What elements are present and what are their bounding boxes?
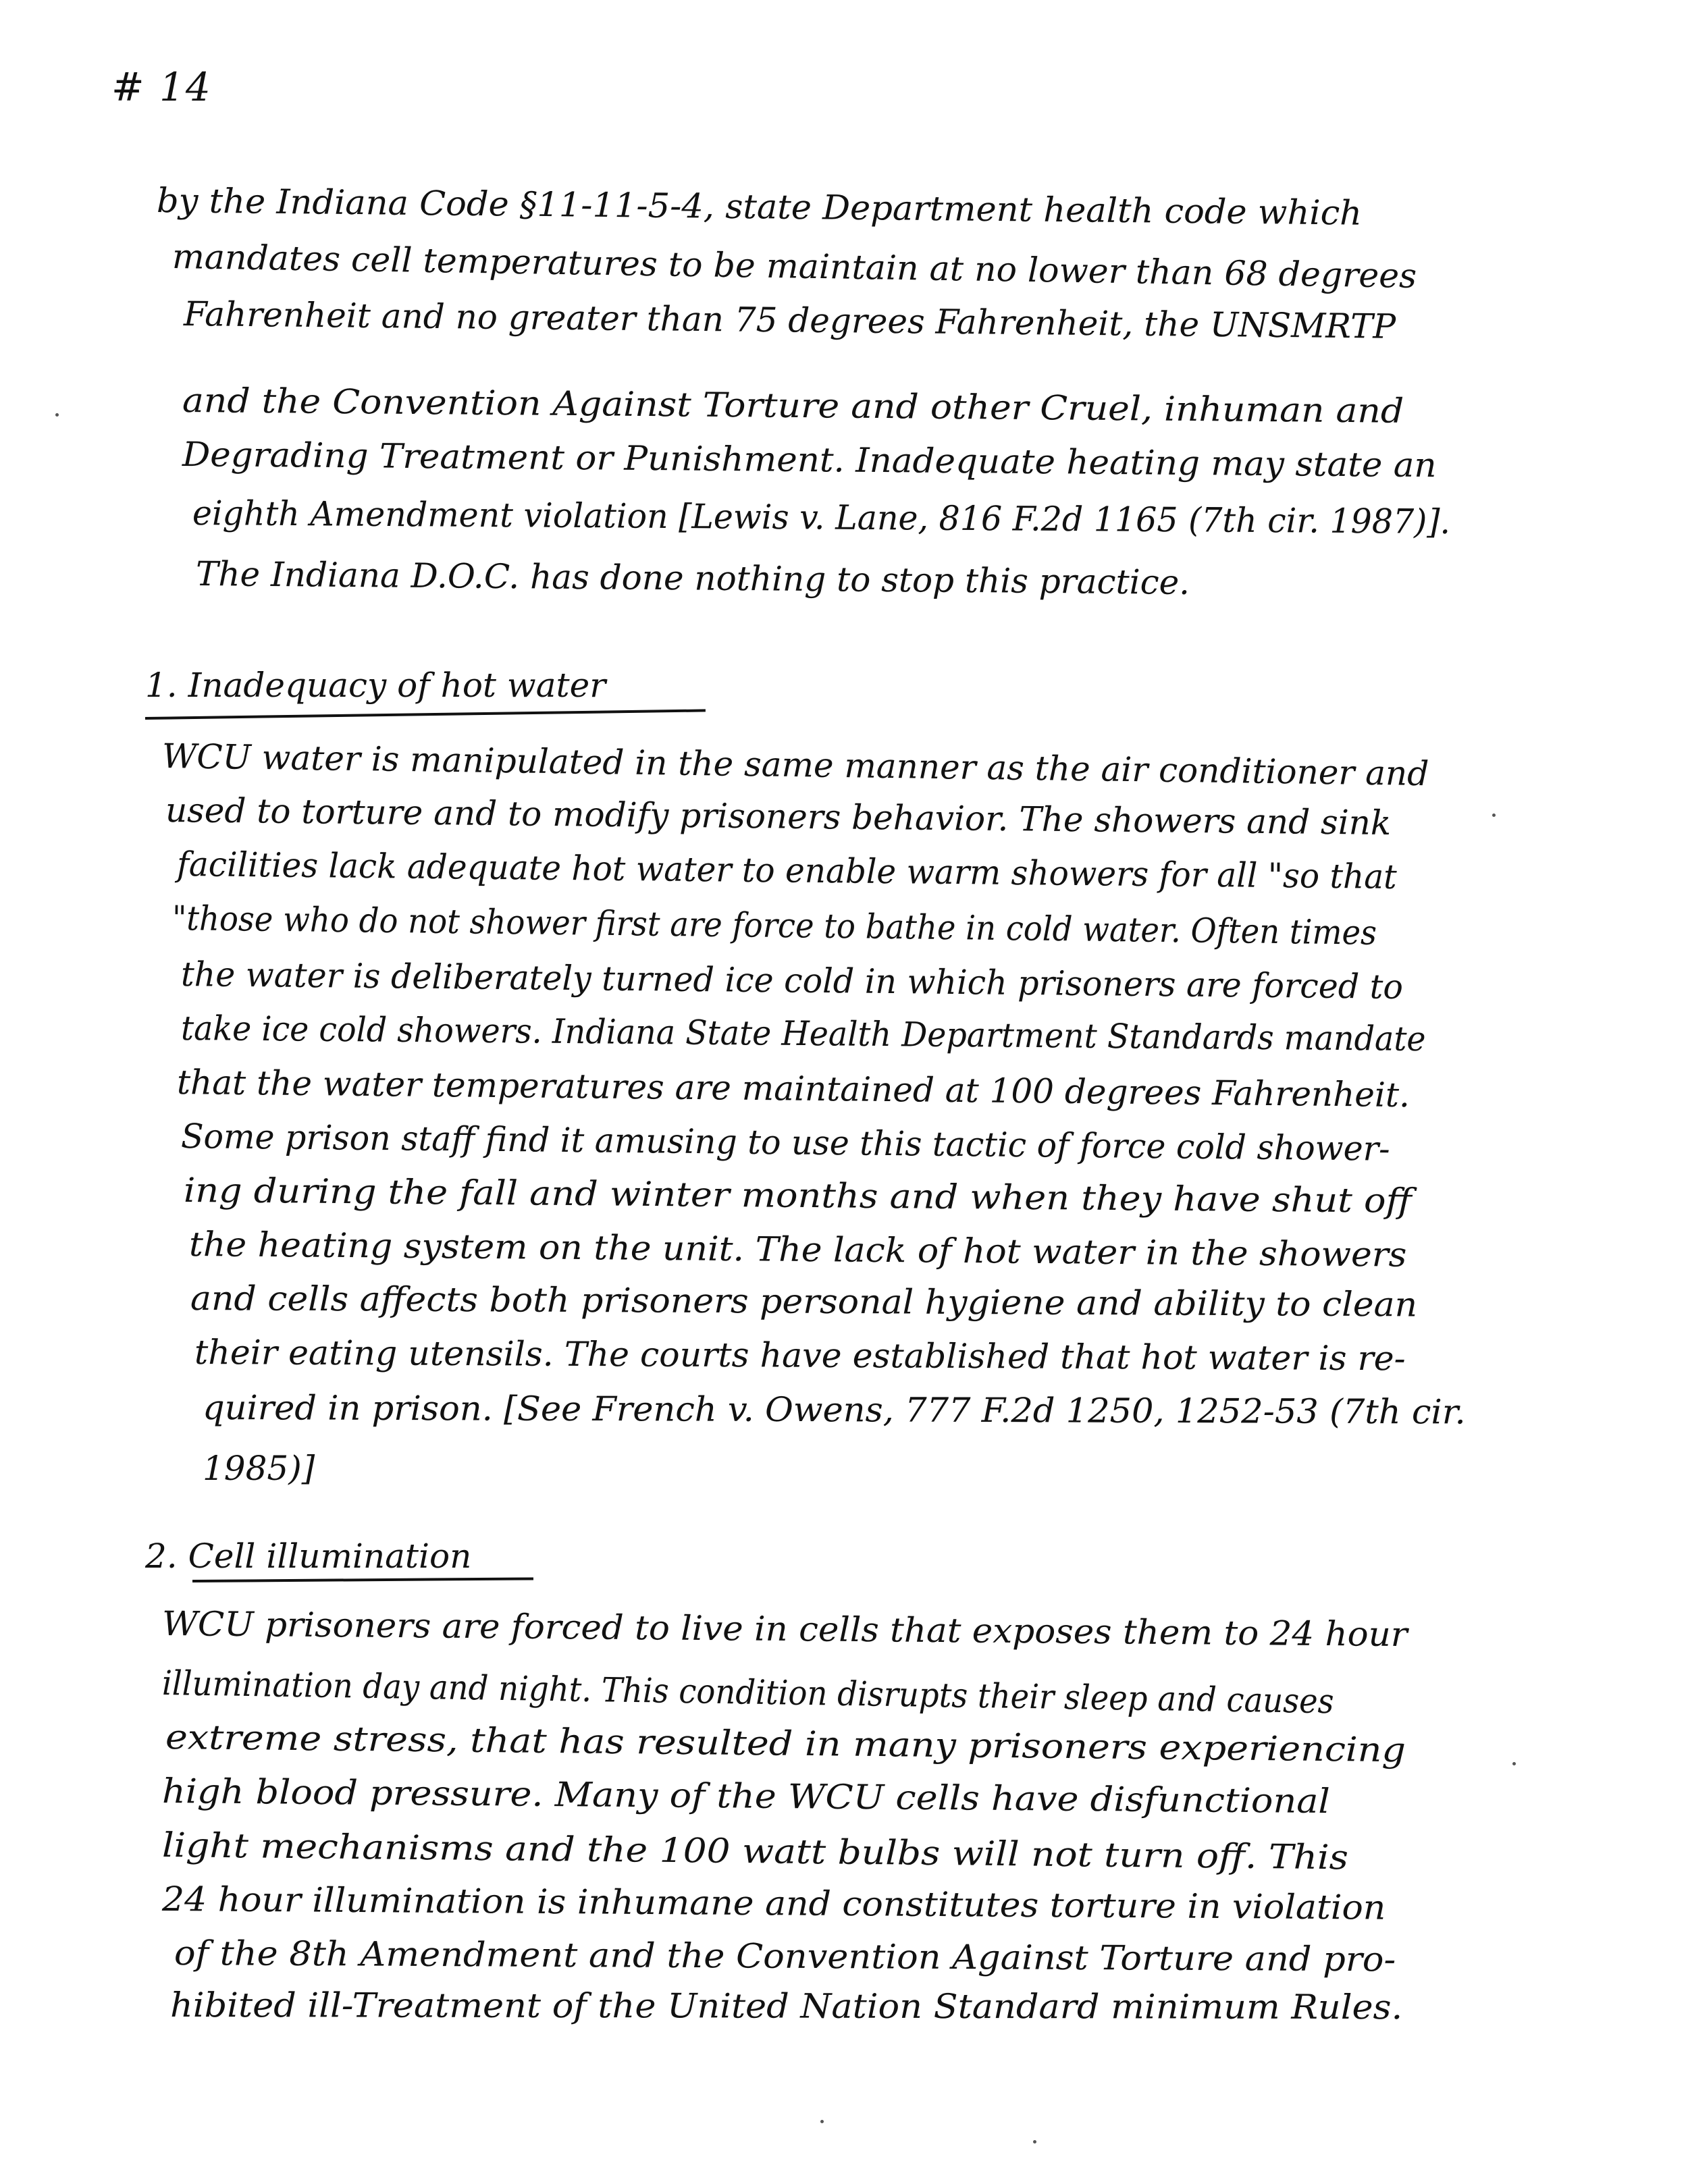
text-line: eighth Amendment violation [Lewis v. Lane, 816 F.2d 1165 (7th cir. 1987)]. [192,494,1451,542]
text-line: extreme stress, that has resulted in many prisoners experiencing [165,1717,1406,1770]
scan-speck [1492,814,1496,817]
text-line: high blood pressure. Many of the WCU cells have disfunctional [161,1772,1330,1821]
text-line: "those who do not shower first are force to bathe in cold water. Often times [172,899,1377,953]
text-line: quired in prison. [See French v. Owens, 777 F.2d 1250, 1252-53 (7th cir. [202,1388,1466,1432]
text-line: WCU prisoners are forced to live in cells that exposes them to 24 hour [161,1604,1408,1655]
text-line: the heating system on the unit. The lack of hot water in the showers [188,1225,1407,1275]
text-line: by the Indiana Code §11-11-5-4, state Department health code which [156,181,1363,233]
heading-underline [192,1577,533,1582]
text-line: The Indiana D.O.C. has done nothing to stop this practice. [195,554,1190,602]
text-line: Fahrenheit and no greater than 75 degrees Fahrenheit, the UNSMRTP [183,294,1396,346]
section-heading: 1. Inadequacy of hot water [145,666,606,705]
text-line: 24 hour illumination is inhumane and constitutes torture in violation [161,1880,1386,1927]
section-heading: 2. Cell illumination [145,1537,472,1576]
text-line: of the 8th Amendment and the Convention Against Torture and pro- [174,1934,1396,1979]
text-line: used to torture and to modify prisoners behavior. The showers and sink [165,791,1392,843]
text-line: light mechanisms and the 100 watt bulbs will not turn off. This [161,1826,1349,1877]
text-line: their eating utensils. The courts have established that hot water is re- [194,1333,1406,1379]
text-line: WCU water is manipulated in the same manner as the air conditioner and [161,737,1429,794]
text-line: ing during the fall and winter months and when they have shut off [183,1171,1413,1221]
page-number: # 14 [111,64,212,110]
scan-speck [1512,1762,1516,1765]
text-line: mandates cell temperatures to be maintain at no lower than 68 degrees [172,237,1417,296]
text-line: facilities lack adequate hot water to enable warm showers for all "so that [176,845,1397,897]
text-line: that the water temperatures are maintained at 100 degrees Fahrenheit. [176,1063,1410,1115]
text-line: take ice cold showers. Indiana State Health Department Standards mandate [180,1009,1426,1059]
text-line: the water is deliberately turned ice cold in which prisoners are forced to [180,955,1404,1007]
text-line: illumination day and night. This condition disrupts their sleep and causes [161,1663,1334,1722]
text-line: hibited ill-Treatment of the United Nation Standard minimum Rules. [169,1986,1403,2027]
text-line: 1985)] [203,1449,315,1488]
text-line: Degrading Treatment or Punishment. Inadequate heating may state an [182,435,1437,485]
scan-speck [1033,2140,1036,2143]
text-line: and the Convention Against Torture and other Cruel, inhuman and [182,381,1404,431]
text-line: Some prison staff find it amusing to use this tactic of force cold shower- [180,1117,1390,1169]
heading-underline [145,709,706,720]
text-line: and cells affects both prisoners personal hygiene and ability to clean [190,1279,1418,1325]
scan-speck [55,413,59,417]
scan-speck [820,2120,824,2123]
